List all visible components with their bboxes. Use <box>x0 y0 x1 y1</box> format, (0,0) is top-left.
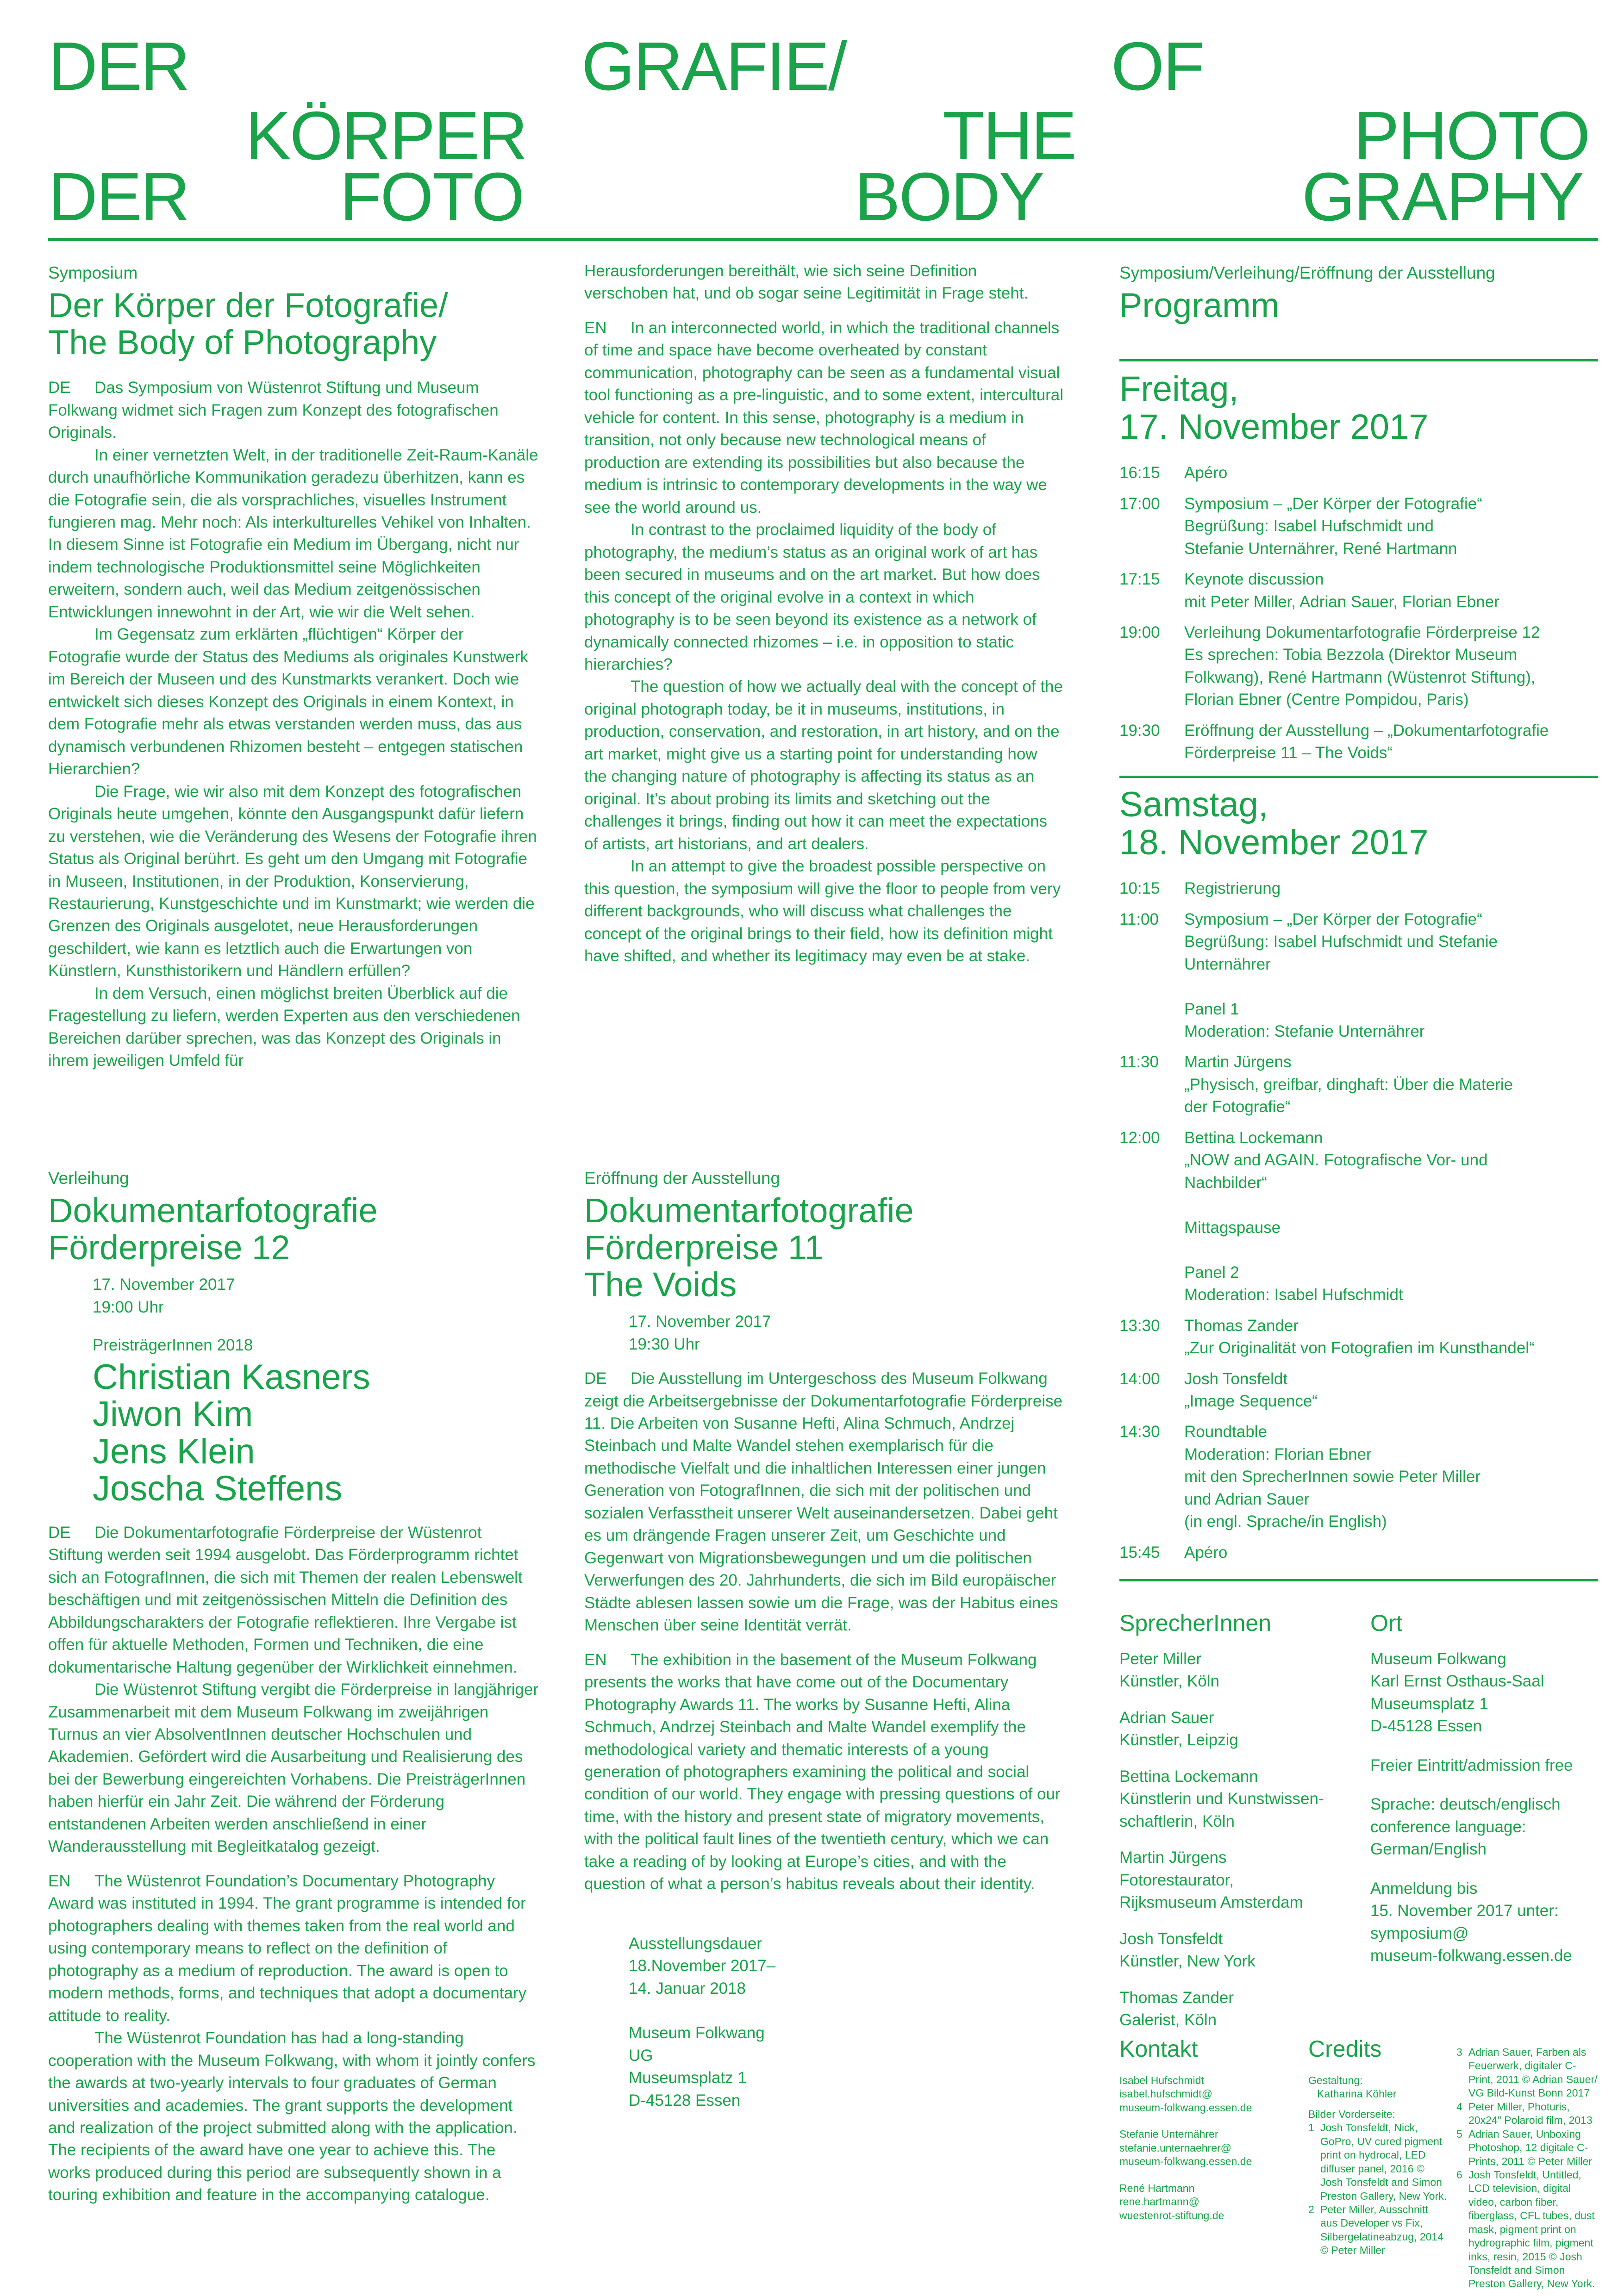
symposium-de-p3: Im Gegensatz zum erklärten „flüchtigen“ Körper der Fotografie wurde der Status des Mediums als originales Kunstwerk im Bereich der Museen und des Kunstmarkts verankert. Doch wie entwickelt sich dieses Konzept des Originals in einem Kontext, in dem Fotografie mehr als etwas verstanden werden muss, das aus dynamisch verbundenen Rhizomen besteht – entgegen statischen Hierarchien? <box>48 625 528 778</box>
title-de-grafie: GRAFIE/ <box>581 28 846 105</box>
contact-section <box>1119 2036 1305 2222</box>
symposium-de-p4: Die Frage, wie wir also mit dem Konzept des fotografischen Originals heute umgehen, könnte den Ausgangspunkt dafür liefern zu verstehen, wie die Veränderung des Wesens der Fotografie ihren Status als Original berührt. Es geht um den Umgang mit Fotografie in Museen, Institutionen, in der Produktion, Konservierung, Restaurierung, Kunstgeschichte und im Kunstmarkt; wie werden die Grenzen des Originals ausgelotet, neue Herausforderungen geschildert, wie kann es letztlich auch die Erwartungen von Künstlern, Kunsthistorikern und Händlern erfüllen? <box>48 782 537 980</box>
award-kicker: Verleihung <box>48 1169 129 1188</box>
symposium-kicker: Symposium <box>48 263 138 282</box>
award-date: 17. November 2017 <box>93 1276 235 1294</box>
award-time: 19:00 Uhr <box>93 1298 164 1316</box>
schedule-description: Apéro <box>1184 1543 1228 1562</box>
title-de-koerper: KÖRPER <box>245 98 527 174</box>
programme-title: Programm <box>1119 286 1280 325</box>
saturday-block <box>1119 781 1598 1572</box>
schedule-time: 14:30 <box>1119 1423 1160 1441</box>
symposium-continued <box>584 260 1064 968</box>
title-de-der-2: DER <box>48 159 189 235</box>
symposium-en-p1: In an interconnected world, in which the traditional channels of time and space have become overheated by constant communication, photography can be seen as a fundamental visual tool functioning as a pre-linguistic, and to some extent, intercultural vehicle for content. In this sense, photography is a medium in transition, not only because new technological means of production are extending its possibilities but also because the medium is intrinsic to contemporary developments in the way we see the world around us. <box>584 318 1064 516</box>
credit-text: Peter Miller, Ausschnitt aus Developer vs Fix, Silbergelatineabzug, 2014 © Peter Miller <box>1320 2203 1443 2257</box>
credits-list-2 <box>1456 2046 1598 2291</box>
award-de-p2: Die Wüstenrot Stiftung vergibt die Förderpreise in langjähriger Zusammenarbeit mit dem Museum Folkwang im zweijährigen Turnus an vier AbsolventInnen deutscher Hochschulen und Akademien. Gefördert wird die Ausarbeitung und Realisierung des bei der Bewerbung eingereichten Vorhabens. Die PreisträgerInnen haben hierfür ein Jahr Zeit. Die während der Förderung entstandenen Arbeiten werden anschließend in einer Wanderausstellung mit Begleitkatalog gezeigt. <box>48 1680 539 1856</box>
winners-list <box>93 1359 539 1508</box>
schedule-item <box>1119 877 1598 900</box>
lang-label-en: EN <box>584 1650 607 1669</box>
title-en-the: THE <box>943 98 1075 174</box>
schedule-item <box>1119 1368 1598 1413</box>
exhibition-time: 19:30 Uhr <box>629 1335 700 1353</box>
schedule-item <box>1119 1127 1598 1307</box>
symposium-en-p4: In an attempt to give the broadest possible perspective on this question, the symposium will give the floor to people from very different backgrounds, who will discuss what challenges the concept of the original brings to their field, how its definition might have shifted, and whether its legitimacy may even be at stake. <box>584 857 1061 965</box>
speaker-entry: Martin Jürgens Fotorestaurator, Rijksmuseum Amsterdam <box>1119 1848 1303 1912</box>
schedule-description: Bettina Lockemann „NOW and AGAIN. Fotografische Vor- und Nachbilder“ Mittagspause Panel 2 Moderation: Isabel Hufschmidt <box>1184 1128 1488 1304</box>
programme-section <box>1119 263 1598 342</box>
symposium-de-p5: In dem Versuch, einen möglichst breiten Überblick auf die Fragestellung zu liefern, werden Experten aus den verschiedenen Bereichen darüber sprechen, was das Konzept des Originals in ihrem jeweiligen Umfeld für <box>48 984 520 1070</box>
contact-title: Kontakt <box>1119 2036 1198 2062</box>
venue-line: D-45128 Essen <box>629 2091 741 2109</box>
exhibition-de: Die Ausstellung im Untergeschoss des Museum Folkwang zeigt die Arbeitsergebnisse der Dokumentarfotografie Förderpreise 11. Die Arbeiten von Susanne Hefti, Alina Schmuch, Andrzej Steinbach und Malte Wandel stehen exemplarisch für die methodische Vielfalt und die inhaltlichen Interessen einer jungen Generation von FotografInnen, die sich mit der politischen und sozialen Verfasstheit unserer Welt auseinandersetzen. Dabei geht es um drängende Fragen unserer Zeit, um Geschichte und Gegenwart von Migrationsbewegungen und um die politischen Verwerfungen des 20. Jahrhunderts, die sich im Bild europäischer Städte ablesen lassen sowie um die Frage, was der Habitus eines Menschen über seine Identität verrät. <box>584 1369 1063 1635</box>
schedule-description: Symposium – „Der Körper der Fotografie“ Begrüßung: Isabel Hufschmidt und Stefanie Unternährer Panel 1 Moderation: Stefanie Unternährer <box>1184 910 1498 1040</box>
schedule-time: 11:00 <box>1119 910 1159 928</box>
credits-section-2 <box>1456 2046 1598 2291</box>
title-de-foto: FOTO <box>340 159 524 235</box>
speaker-entry: Peter Miller Künstler, Köln <box>1119 1650 1219 1691</box>
schedule-time: 17:15 <box>1119 570 1160 589</box>
schedule-item <box>1119 1051 1598 1118</box>
exhibition-title: Dokumentarfotografie Förderpreise 11 The Voids <box>584 1191 914 1304</box>
schedule-item <box>1119 1542 1598 1564</box>
schedule-description: Keynote discussion mit Peter Miller, Adrian Sauer, Florian Ebner <box>1184 570 1499 611</box>
title-en-photo: PHOTO <box>1354 98 1589 174</box>
venue-line: Museumsplatz 1 <box>629 2069 747 2087</box>
credit-entry <box>1456 2168 1598 2291</box>
credit-number: 5 <box>1456 2128 1462 2140</box>
schedule-description: Roundtable Moderation: Florian Ebner mit den SprecherInnen sowie Peter Miller und Adrian Sauer (in engl. Sprache/in English) <box>1184 1423 1481 1531</box>
credit-text: Adrian Sauer, Farben als Feuerwerk, digitaler C-Print, 2011 © Adrian Sauer/ VG Bild-Kunst Bonn 2017 <box>1468 2046 1598 2099</box>
symposium-en-p2: In contrast to the proclaimed liquidity of the body of photography, the medium’s status as an original work of art has been secured in museums and on the art market. But how does this concept of the original evolve in a context in which photography is to be seen beyond its existence as a network of dynamically connected rhizomes – i.e. in opposition to static hierarchies? <box>584 521 1040 673</box>
winner-name: Christian Kasners <box>93 1357 370 1397</box>
venue-line: Museum Folkwang <box>629 2024 765 2042</box>
schedule-item <box>1119 908 1598 1043</box>
contact-entry: Isabel Hufschmidt isabel.hufschmidt@ museum-folkwang.essen.de <box>1119 2074 1252 2114</box>
speaker-entry: Thomas Zander Galerist, Köln <box>1119 1988 1234 2029</box>
friday-schedule <box>1119 462 1598 765</box>
credit-entry <box>1308 2121 1447 2203</box>
speaker-entry: Bettina Lockemann Künstlerin und Kunstwissen- schaftlerin, Köln <box>1119 1767 1324 1830</box>
credit-entry <box>1456 2100 1598 2128</box>
award-section <box>48 1168 539 2207</box>
winners-label: PreisträgerInnen 2018 <box>93 1336 253 1355</box>
lang-label-de: DE <box>48 379 71 397</box>
schedule-time: 19:00 <box>1119 623 1160 641</box>
schedule-item <box>1119 462 1598 484</box>
contact-entry: René Hartmann rene.hartmann@ wuestenrot-stiftung.de <box>1119 2182 1224 2221</box>
location-address: Museum Folkwang Karl Ernst Osthaus-Saal Museumsplatz 1 D-45128 Essen <box>1370 1650 1544 1736</box>
programme-rule-2 <box>1119 776 1598 778</box>
exhibition-en: The exhibition in the basement of the Museum Folkwang presents the works that have come out of the Documentary Photography Awards 11. The works by Susanne Hefti, Alina Schmuch, Andrzej Steinbach and Malte Wandel exemplify the methodological variety and thematic interests of a young generation of photographers examining the political and social condition of our world. They engage with pressing questions of our time, with the history and present state of migratory movements, with the political fault lines of the twentieth century, which we can take a reading of by looking at Europe’s cities, and with the question of what a person’s habitus reveals about their identity. <box>584 1650 1061 1893</box>
symposium-de-text <box>48 377 539 1072</box>
award-text <box>48 1522 539 2207</box>
credits-list-1 <box>1308 2121 1447 2257</box>
schedule-time: 14:00 <box>1119 1369 1160 1388</box>
schedule-time: 13:30 <box>1119 1316 1160 1335</box>
lang-label-de: DE <box>48 1523 71 1542</box>
programme-rule-1 <box>1119 359 1598 361</box>
duration-label: Ausstellungsdauer <box>629 1934 762 1953</box>
exhibition-date: 17. November 2017 <box>629 1313 771 1331</box>
schedule-time: 19:30 <box>1119 721 1160 740</box>
schedule-item <box>1119 1421 1598 1533</box>
credit-number: 4 <box>1456 2100 1462 2113</box>
schedule-time: 15:45 <box>1119 1543 1160 1562</box>
credit-number: 3 <box>1456 2046 1462 2058</box>
symposium-section <box>48 263 539 1072</box>
speakers-list <box>1119 1648 1369 2032</box>
schedule-description: Thomas Zander „Zur Originalität von Fotografien im Kunsthandel“ <box>1184 1316 1535 1357</box>
location-title: Ort <box>1370 1610 1403 1636</box>
header-rule <box>48 238 1598 241</box>
award-en-p2: The Wüstenrot Foundation has had a long-standing cooperation with the Museum Folkwang, with whom it jointly confers the awards at two-yearly intervals to four graduates of German universities and academies. The grant supports the development and realization of the project submitted along with the application. The recipients of the award have one year to achieve this. The works produced during this period are subsequently shown in a touring exhibition and feature in the accompanying catalogue. <box>48 2029 536 2204</box>
winner-name: Jiwon Kim <box>93 1394 253 1434</box>
speakers-section <box>1119 1611 1369 2046</box>
credits-title: Credits <box>1308 2036 1382 2062</box>
schedule-description: Apéro <box>1184 464 1228 482</box>
schedule-item <box>1119 622 1598 711</box>
schedule-item <box>1119 1315 1598 1360</box>
language-info: Sprache: deutsch/englisch conference language: German/English <box>1370 1795 1561 1859</box>
schedule-description: Registrierung <box>1184 879 1281 898</box>
credit-number: 6 <box>1456 2168 1462 2181</box>
schedule-item <box>1119 568 1598 613</box>
saturday-heading: Samstag, 18. November 2017 <box>1119 785 1429 863</box>
award-en-p1: The Wüstenrot Foundation’s Documentary Photography Award was instituted in 1994. The grant programme is intended for photographers dealing with themes taken from the real world and using contemporary means to reflect on the definition of photography as a medium of reproduction. The award is open to modern methods, forms, and techniques that adopt a documentary attitude to reality. <box>48 1872 527 2025</box>
award-title: Dokumentarfotografie Förderpreise 12 <box>48 1191 378 1267</box>
credit-text: Peter Miller, Photuris, 20x24" Polaroid film, 2013 <box>1468 2100 1593 2127</box>
credit-number: 2 <box>1308 2203 1314 2215</box>
credit-entry <box>1456 2128 1598 2168</box>
speakers-title: SprecherInnen <box>1119 1610 1272 1636</box>
duration-end: 14. Januar 2018 <box>629 1979 746 1997</box>
friday-block <box>1119 366 1598 773</box>
info-rule <box>1119 1579 1598 1581</box>
title-de-der-1: DER <box>48 28 189 105</box>
duration-start: 18.November 2017– <box>629 1957 776 1975</box>
schedule-time: 11:30 <box>1119 1053 1159 1071</box>
schedule-item <box>1119 493 1598 560</box>
registration-info: Anmeldung bis 15. November 2017 unter: symposium@ museum-folkwang.essen.de <box>1370 1879 1572 1965</box>
admission-info: Freier Eintritt/admission free <box>1370 1756 1573 1774</box>
credit-entry <box>1456 2046 1598 2100</box>
credit-entry <box>1308 2203 1447 2258</box>
award-de-p1: Die Dokumentarfotografie Förderpreise der Wüstenrot Stiftung werden seit 1994 ausgelobt. Das Förderprogramm richtet sich an FotografInnen, die sich mit Themen der realen Lebenswelt beschäftigen und mit zeitgenössischen Mitteln die Definition des Abbildungscharakters der Fotografie reflektieren. Ihre Vergabe ist offen für aktuelle Methoden, Formen und Techniken, die eine dokumentarische Haltung gegenüber der Wirklichkeit einnehmen. <box>48 1523 523 1676</box>
title-en-body: BODY <box>855 159 1043 235</box>
lang-label-en: EN <box>584 318 607 337</box>
credits-images-label: Bilder Vorderseite: <box>1308 2108 1395 2120</box>
speaker-entry: Adrian Sauer Künstler, Leipzig <box>1119 1708 1238 1749</box>
schedule-description: Symposium – „Der Körper der Fotografie“ Begrüßung: Isabel Hufschmidt und Stefanie Unternährer, René Hartmann <box>1184 494 1482 558</box>
programme-kicker: Symposium/Verleihung/Eröffnung der Ausstellung <box>1119 263 1495 282</box>
lang-label-de: DE <box>584 1369 607 1388</box>
lang-label-en: EN <box>48 1872 71 1890</box>
symposium-title: Der Körper der Fotografie/ The Body of Photography <box>48 286 448 362</box>
exhibition-kicker: Eröffnung der Ausstellung <box>584 1169 781 1188</box>
credit-text: Josh Tonsfeldt, Untitled, LCD television, digital video, carbon fiber, fiberglass, CFL tubes, dust mask, pigment print on hydrographic film, pigment inks, resin, 2015 © Josh Tonsfeldt and Simon Preston Gallery, New York. <box>1468 2168 1595 2290</box>
symposium-de-p1: Das Symposium von Wüstenrot Stiftung und Museum Folkwang widmet sich Fragen zum Konzept des fotografischen Originals. <box>48 379 499 442</box>
schedule-time: 16:15 <box>1119 464 1160 482</box>
credits-section <box>1308 2036 1447 2258</box>
schedule-description: Verleihung Dokumentarfotografie Förderpreise 12 Es sprechen: Tobia Bezzola (Direktor Museum Folkwang), René Hartmann (Wüstenrot Stiftung), Florian Ebner (Centre Pompidou, Paris) <box>1184 623 1540 709</box>
exhibition-section <box>584 1168 1064 2112</box>
symposium-de-cont: Herausforderungen bereithält, wie sich seine Definition verschoben hat, und ob sogar seine Legitimität in Frage steht. <box>584 262 1029 303</box>
exhibition-text <box>584 1368 1064 1896</box>
credit-text: Adrian Sauer, Unboxing Photoshop, 12 digitale C-Prints, 2011 © Peter Miller <box>1468 2128 1593 2167</box>
schedule-time: 12:00 <box>1119 1128 1160 1147</box>
credit-text: Josh Tonsfeldt, Nick, GoPro, UV cured pigment print on hydrocal, LED diffuser panel, 2016 © Josh Tonsfeldt and Simon Preston Gallery, New York. <box>1320 2122 1447 2202</box>
symposium-en-p3: The question of how we actually deal with the concept of the original photograph today, be it in museums, institutions, in production, conservation, and restoration, in art history, and on the art market, might give us a starting point for understanding how the changing nature of photography is affecting its status as an original. It’s about probing its limits and sketching out the challenges it brings, finding out how it can meet the expectations of artists, art historians, and art dealers. <box>584 678 1063 853</box>
credits-design: Gestaltung: Katharina Köhler <box>1308 2074 1397 2100</box>
schedule-description: Josh Tonsfeldt „Image Sequence“ <box>1184 1369 1318 1410</box>
symposium-de-p2: In einer vernetzten Welt, in der traditionelle Zeit-Raum-Kanäle durch unaufhörliche Kommunikation geradezu überhitzen, kann es die Fotografie sein, die als vorsprachliches, visuelles Instrument fungieren mag. Mehr noch: Als interkulturelles Vehikel von Inhalten. In diesem Sinne ist Fotografie ein Medium im Übergang, nicht nur indem technologische Produktionsmittel seine Möglichkeiten erweitern, sondern auch, weil das Medium zeitgenössischen Entwicklungen innewohnt in der Art, wie wir die Welt sehen. <box>48 446 538 621</box>
friday-heading: Freitag, 17. November 2017 <box>1119 369 1429 447</box>
schedule-time: 17:00 <box>1119 494 1160 513</box>
title-en-graphy: GRAPHY <box>1302 159 1583 235</box>
winner-name: Joscha Steffens <box>93 1469 343 1509</box>
location-section <box>1370 1611 1598 1984</box>
saturday-schedule <box>1119 877 1598 1564</box>
schedule-item <box>1119 720 1598 765</box>
credit-number: 1 <box>1308 2122 1314 2134</box>
venue-line: UG <box>629 2046 653 2065</box>
schedule-time: 10:15 <box>1119 879 1160 898</box>
speaker-entry: Josh Tonsfeldt Künstler, New York <box>1119 1929 1255 1971</box>
schedule-description: Martin Jürgens „Physisch, greifbar, dinghaft: Über die Materie der Fotografie“ <box>1184 1053 1513 1116</box>
title-en-of: OF <box>1111 28 1204 105</box>
schedule-description: Eröffnung der Ausstellung – „Dokumentarfotografie Förderpreise 11 – The Voids“ <box>1184 721 1549 762</box>
contact-entry: Stefanie Unternährer stefanie.unternaehrer@ museum-folkwang.essen.de <box>1119 2128 1252 2168</box>
winner-name: Jens Klein <box>93 1431 255 1471</box>
